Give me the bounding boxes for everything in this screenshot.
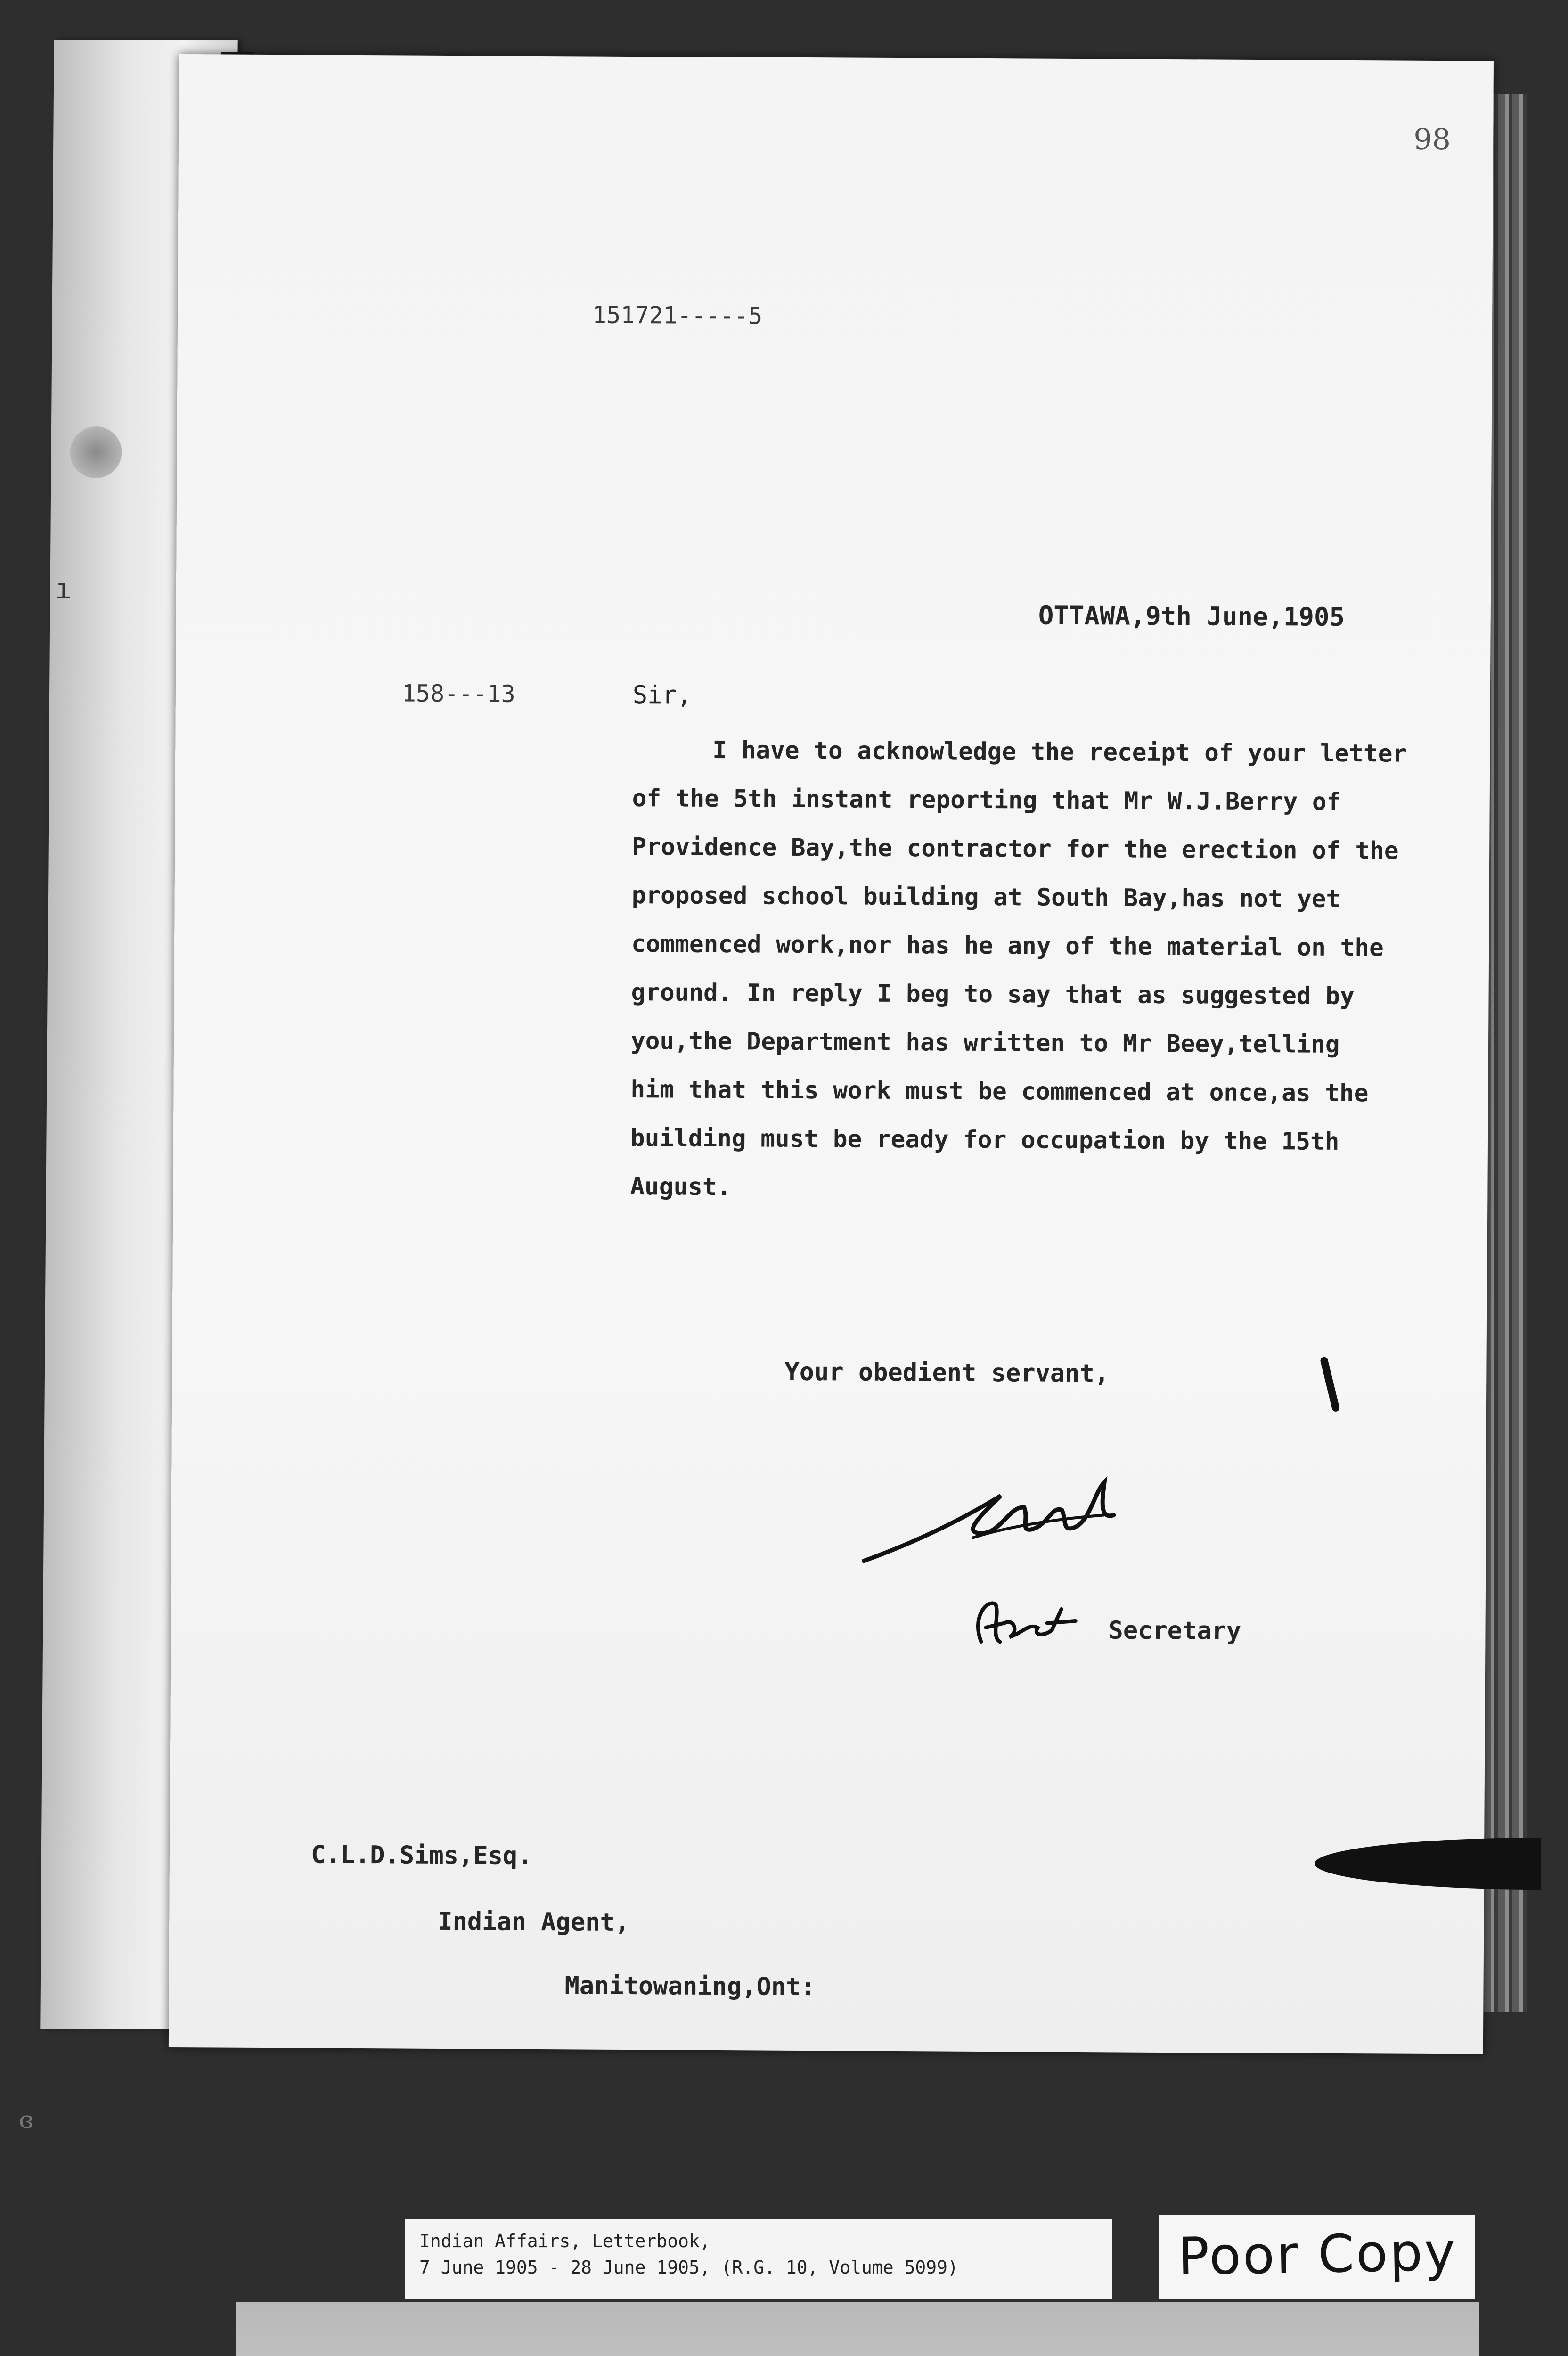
reference-number: 158---13 xyxy=(401,679,515,708)
letter-page xyxy=(169,54,1494,2054)
citation-label xyxy=(405,2219,1112,2299)
citation-line-2: 7 June 1905 - 28 June 1905, (R.G. 10, Volume 5099) xyxy=(419,2257,958,2278)
binder-hole xyxy=(70,426,122,478)
dateline: OTTAWA,9th June,1905 xyxy=(1038,600,1345,632)
body-line: proposed school building at South Bay,has not yet xyxy=(631,882,1341,913)
salutation: Sir, xyxy=(632,681,692,710)
body-line: him that this work must be commenced at once,as the xyxy=(630,1076,1369,1108)
poor-copy-text: Poor Copy xyxy=(1177,2221,1458,2287)
letter-body xyxy=(630,726,1480,1215)
signatory-title: Secretary xyxy=(1108,1616,1241,1645)
poor-copy-label xyxy=(1159,2215,1475,2299)
body-line: I have to acknowledge the receipt of your letter xyxy=(712,736,1407,768)
addressee-name: C.L.D.Sims,Esq. xyxy=(310,1841,532,1870)
signature xyxy=(859,1462,1123,1572)
page-number: 98 xyxy=(1413,122,1451,157)
margin-mark: ı xyxy=(55,573,72,605)
file-number: 151721-----5 xyxy=(592,301,763,330)
body-line: building must be ready for occupation by the 15th xyxy=(630,1124,1339,1156)
margin-scribble: ɞ xyxy=(19,2106,33,2134)
closing: Your obedient servant, xyxy=(784,1358,1110,1388)
addressee-role: Indian Agent, xyxy=(438,1907,630,1937)
addressee-place: Manitowaning,Ont: xyxy=(564,1972,816,2002)
pencil-tick-mark xyxy=(1317,1356,1346,1413)
body-line: Providence Bay,the contractor for the erection of the xyxy=(632,833,1399,865)
asst-handwriting xyxy=(967,1590,1085,1652)
body-line: August. xyxy=(630,1173,732,1202)
body-line: ground. In reply I beg to say that as suggested by xyxy=(631,979,1355,1011)
citation-line-1: Indian Affairs, Letterbook, xyxy=(419,2231,710,2251)
archives-banner xyxy=(236,2302,1479,2356)
body-line: you,the Department has written to Mr Beey,telling xyxy=(630,1027,1340,1059)
body-line: commenced work,nor has he any of the material on the xyxy=(631,930,1384,962)
body-line: of the 5th instant reporting that Mr W.J.Berry of xyxy=(632,785,1341,816)
